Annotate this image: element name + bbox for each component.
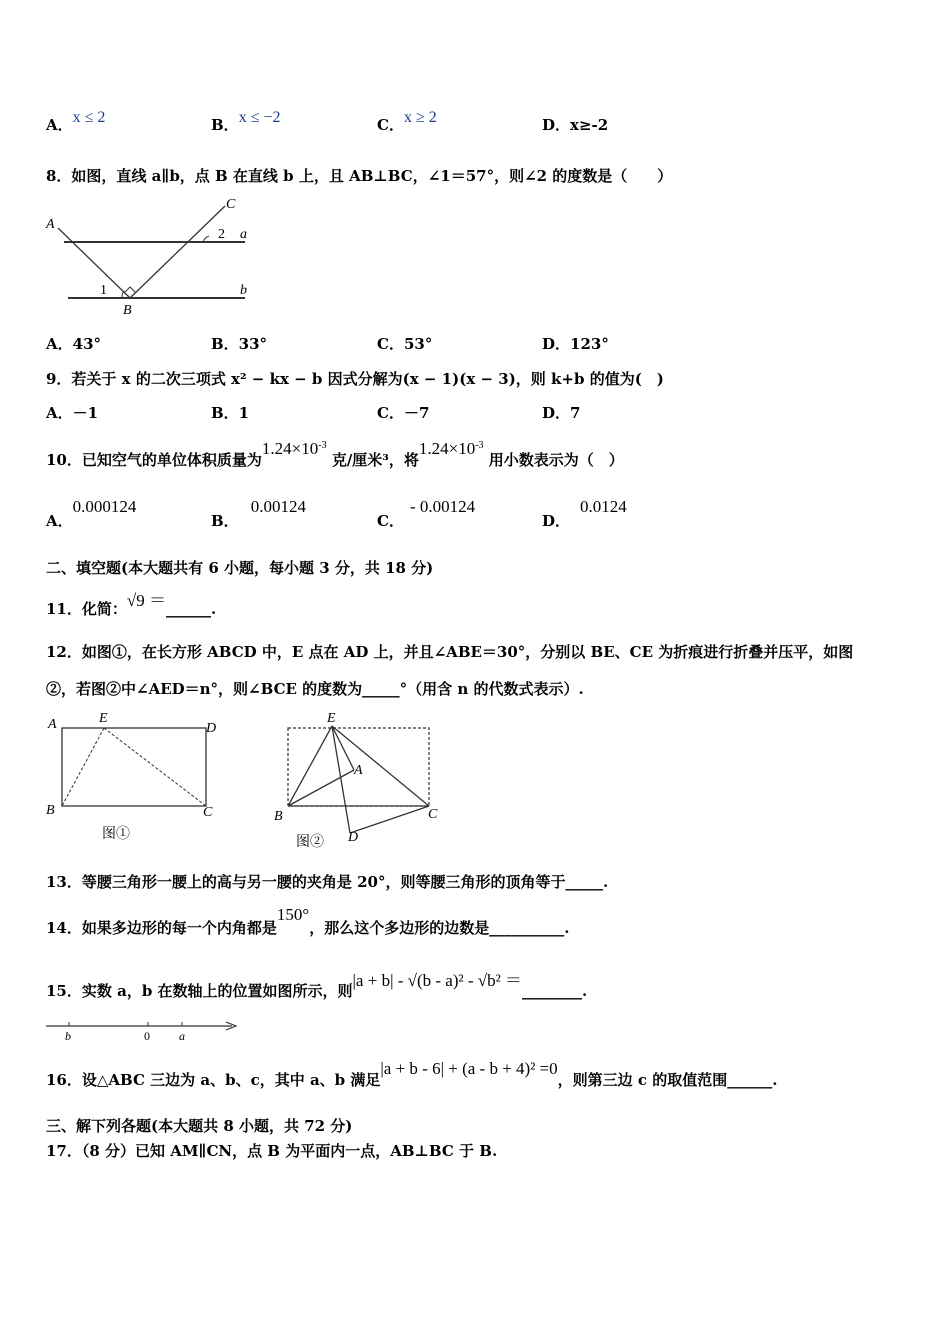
q7-option-d: D．x≥-2 <box>542 116 609 134</box>
q7-option-a-math: x ≤ 2 <box>72 109 106 126</box>
q15-math: |a + b| - √(b - a)² - √b² ＝ <box>352 971 522 990</box>
q13: 13．等腰三角形一腰上的高与另一腰的夹角是 20°，则等腰三角形的顶角等于_____. <box>46 873 609 891</box>
q12-line2: ②，若图②中∠AED＝n°，则∠BCE 的度数为_____°（用含 n 的代数式表示）. <box>46 680 584 698</box>
q10-option-a: A．0.000124 <box>46 497 137 530</box>
q9-option-d: D．7 <box>542 404 581 422</box>
q10-mass: 1.24×10 <box>261 439 319 458</box>
label-A: A <box>46 217 55 232</box>
q17: 17．（8 分）已知 AM∥CN，点 B 为平面内一点，AB⊥BC 于 B. <box>46 1142 498 1160</box>
label-B: B <box>123 303 132 318</box>
q8-option-a: A．43° <box>46 335 102 353</box>
seg-ec <box>332 726 429 806</box>
seg-ed <box>332 726 350 833</box>
axis-label-a: a <box>179 1029 185 1043</box>
fig2-label-C: C <box>428 807 438 822</box>
q14: 14．如果多边形的每一个内角都是150°，那么这个多边形的边数是__________. <box>46 905 570 937</box>
q8-stem: 8．如图，直线 a∥b，点 B 在直线 b 上，且 AB⊥BC，∠1＝57°，则∠2 的度数是（ ） <box>46 167 673 185</box>
fig1-label-B: B <box>46 803 55 818</box>
q8-option-b: B．33° <box>211 335 268 353</box>
fig1-label-E: E <box>99 711 108 726</box>
q10-stem: 10．已知空气的单位体积质量为$1.24\times 10^{-3}$ 克/厘米³，将$1.24\times 10^{-3}$ 用小数表示为（ ） <box>46 439 624 469</box>
q8-option-d: D．123° <box>542 335 609 353</box>
q15-number-line <box>40 1016 245 1046</box>
q10-option-b: B．0.00124 <box>211 497 306 530</box>
q9-option-a: A．－1 <box>46 404 99 422</box>
q7-option-c: C．x ≥ 2 <box>377 109 437 134</box>
q10-option-c: C．- 0.00124 <box>377 497 476 530</box>
q16-math: |a + b - 6| + (a - b + 4)² =0 <box>380 1059 558 1078</box>
section-2-heading: 二、填空题(本大题共有 6 小题，每小题 3 分，共 18 分) <box>46 559 434 577</box>
seg-dc <box>350 806 429 833</box>
fig2-label-E: E <box>327 711 336 726</box>
fig1-label-C: C <box>203 805 213 820</box>
right-angle-mark <box>124 287 136 293</box>
q9-option-b: B．1 <box>211 404 250 422</box>
dashed-ec <box>104 728 206 806</box>
q9-option-c: C．－7 <box>377 404 430 422</box>
q8-figure <box>40 192 270 320</box>
fig1-label-A: A <box>48 717 57 732</box>
q8-option-c: C．53° <box>377 335 433 353</box>
q10-option-d: D．0.0124 <box>542 497 627 530</box>
fig2-label-D: D <box>348 830 359 845</box>
q16: 16．设△ABC 三边为 a、b、c，其中 a、b 满足|a + b - 6| + (a - b + 4)² =0，则第三边 c 的取值范围______. <box>46 1059 778 1089</box>
axis-label-b: b <box>65 1029 71 1043</box>
fig2-caption: 图② <box>296 835 324 850</box>
q7-option-b: B．x ≤ −2 <box>211 109 281 134</box>
fig1-label-D: D <box>206 721 217 736</box>
label-2: 2 <box>218 227 225 242</box>
q12-line1: 12．如图①，在长方形 ABCD 中，E 点在 AD 上，并且∠ABE＝30°，分别以 BE、CE 为折痕进行折叠并压平，如图 <box>46 643 854 661</box>
q12-figure-2 <box>268 708 458 858</box>
fig2-label-A: A <box>354 763 363 778</box>
q10-mass-repeat: 1.24×10 <box>418 439 476 458</box>
rect-abcd <box>62 728 206 806</box>
q11-math: √9 ＝ <box>126 591 166 610</box>
angle-1-arc <box>122 291 124 298</box>
q7-option-c-math: x ≥ 2 <box>403 109 437 126</box>
q9-stem: 9．若关于 x 的二次三项式 x² − kx − b 因式分解为(x − 1)(x − 3)，则 k+b 的值为( ) <box>46 370 664 388</box>
q12-figure-1 <box>40 708 230 848</box>
q11: 11．化简：√9 ＝______. <box>46 591 217 618</box>
q14-math: 150° <box>276 905 310 924</box>
label-a: a <box>240 227 247 242</box>
fig2-label-B: B <box>274 809 283 824</box>
fig1-caption: 图① <box>102 827 130 842</box>
q7-option-b-math: x ≤ −2 <box>238 109 281 126</box>
q15: 15．实数 a，b 在数轴上的位置如图所示，则|a + b| - √(b - a)² - √b² ＝________. <box>46 971 588 1000</box>
label-b: b <box>240 283 247 298</box>
label-C: C <box>226 197 236 212</box>
section-3-heading: 三、解下列各题(本大题共 8 小题，共 72 分) <box>46 1117 353 1135</box>
segment-bc <box>130 206 225 298</box>
q7-option-a: A．x ≤ 2 <box>46 109 106 134</box>
label-1: 1 <box>100 283 107 298</box>
dashed-eb <box>62 728 104 806</box>
segment-ab <box>58 228 130 298</box>
axis-label-0: 0 <box>144 1029 150 1043</box>
